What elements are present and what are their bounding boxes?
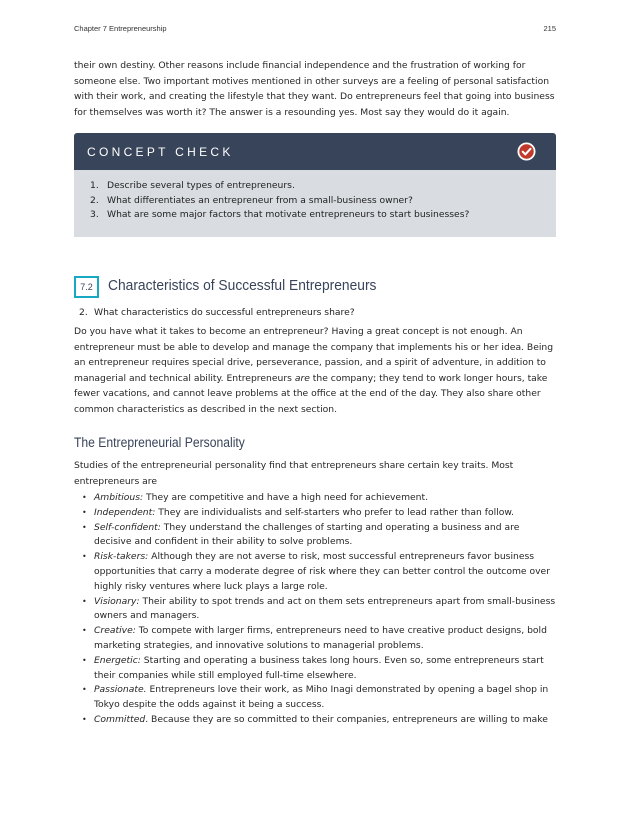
section-title: Characteristics of Successful Entrepreneurs <box>108 277 377 294</box>
bullet-icon: • <box>82 626 87 636</box>
concept-check-box <box>74 133 556 237</box>
objective-number: 2. <box>79 307 88 318</box>
section-body <box>74 324 558 418</box>
concept-check-list <box>74 179 556 223</box>
list-item: 1. Describe several types of entrepreneurs. <box>90 180 295 191</box>
concept-check-title: CONCEPT CHECK <box>87 145 234 159</box>
bullet-icon: • <box>82 685 87 695</box>
list-item: • Self-confident: They understand the challenges of starting and operating a business and are decisive and confident in their ability to solve problems. <box>82 521 520 548</box>
list-item: 3. What are some major factors that motivate entrepreneurs to start businesses? <box>90 209 470 220</box>
objective-text: What characteristics do successful entrepreneurs share? <box>94 307 355 318</box>
personality-intro <box>74 458 558 489</box>
page-header <box>74 24 556 36</box>
bullet-icon: • <box>82 714 87 724</box>
section-paragraph: Do you have what it takes to become an entrepreneur? Having a great concept is not enough. An entrepreneur must be able to develop and manage the company that implements his or her idea. Being an entrepreneur requires special drive, perseverance, passion, and a spirit of adventure, in addition to managerial and technical ability. Entrepreneurs are the company; they tend to work longer hours, take fewer vacations, and cannot leave problems at the office at the end of the day. They also share other common characteristics as described in the next section. <box>74 326 554 415</box>
list-item: • Energetic: Starting and operating a business takes long hours. Even so, some entrepreneurs start their companies while still employed full-time elsewhere. <box>82 654 544 681</box>
section-number-badge: 7.2 <box>74 276 99 298</box>
list-item: • Committed. Because they are so committed to their companies, entrepreneurs are willing to make <box>74 713 558 728</box>
list-item: 2. What differentiates an entrepreneur from a small-business owner? <box>90 194 413 206</box>
page-number: 215 <box>543 24 556 33</box>
bullet-icon: • <box>82 493 87 502</box>
bullet-icon: • <box>82 522 87 532</box>
traits-list <box>74 491 558 728</box>
list-item: • Ambitious: They are competitive and have a high need for achievement. <box>74 491 558 506</box>
chapter-label: Chapter 7 Entrepreneurship <box>74 24 167 33</box>
subsection-heading: The Entrepreneurial Personality <box>74 435 245 450</box>
concept-check-header <box>74 133 556 170</box>
bullet-icon: • <box>82 655 87 665</box>
list-item: • Passionate. Entrepreneurs love their work, as Miho Inagi demonstrated by opening a bagel shop in Tokyo despite the odds against it being a success. <box>82 684 549 711</box>
checkmark-circle-icon <box>517 142 536 161</box>
intro-paragraph: their own destiny. Other reasons include financial independence and the frustration of working for someone else. Two important motives mentioned in other surveys are a feeling of personal satisfaction with their work, and creating the lifestyle that they want. Do entrepreneurs feel that going into business for themselves was worth it? The answer is a resounding yes. Most say they would do it again. <box>74 60 555 118</box>
list-item: • Creative: To compete with larger firms, entrepreneurs need to have creative product designs, bold marketing strategies, and innovative solutions to managerial problems. <box>82 625 547 651</box>
bullet-icon: • <box>82 552 87 562</box>
bullet-icon: • <box>82 507 87 517</box>
emphasis-text: are <box>294 372 310 384</box>
list-item: • Independent: They are individualists and self-starters who prefer to lead rather than follow. <box>74 506 558 521</box>
intro-section <box>74 58 556 120</box>
list-item: • Visionary: Their ability to spot trends and act on them sets entrepreneurs apart from small-business owners and managers. <box>82 595 556 622</box>
list-item: • Risk-takers: Although they are not averse to risk, most successful entrepreneurs favor business opportunities that carry a moderate degree of risk where they can better control the outcome over highly risky ventures where luck plays a large role. <box>82 551 550 592</box>
personality-intro-paragraph: Studies of the entrepreneurial personality find that entrepreneurs share certain key traits. Most entrepreneurs are <box>74 460 514 487</box>
learning-objective <box>74 306 355 320</box>
bullet-icon: • <box>82 596 87 606</box>
concept-check-body <box>74 170 556 237</box>
